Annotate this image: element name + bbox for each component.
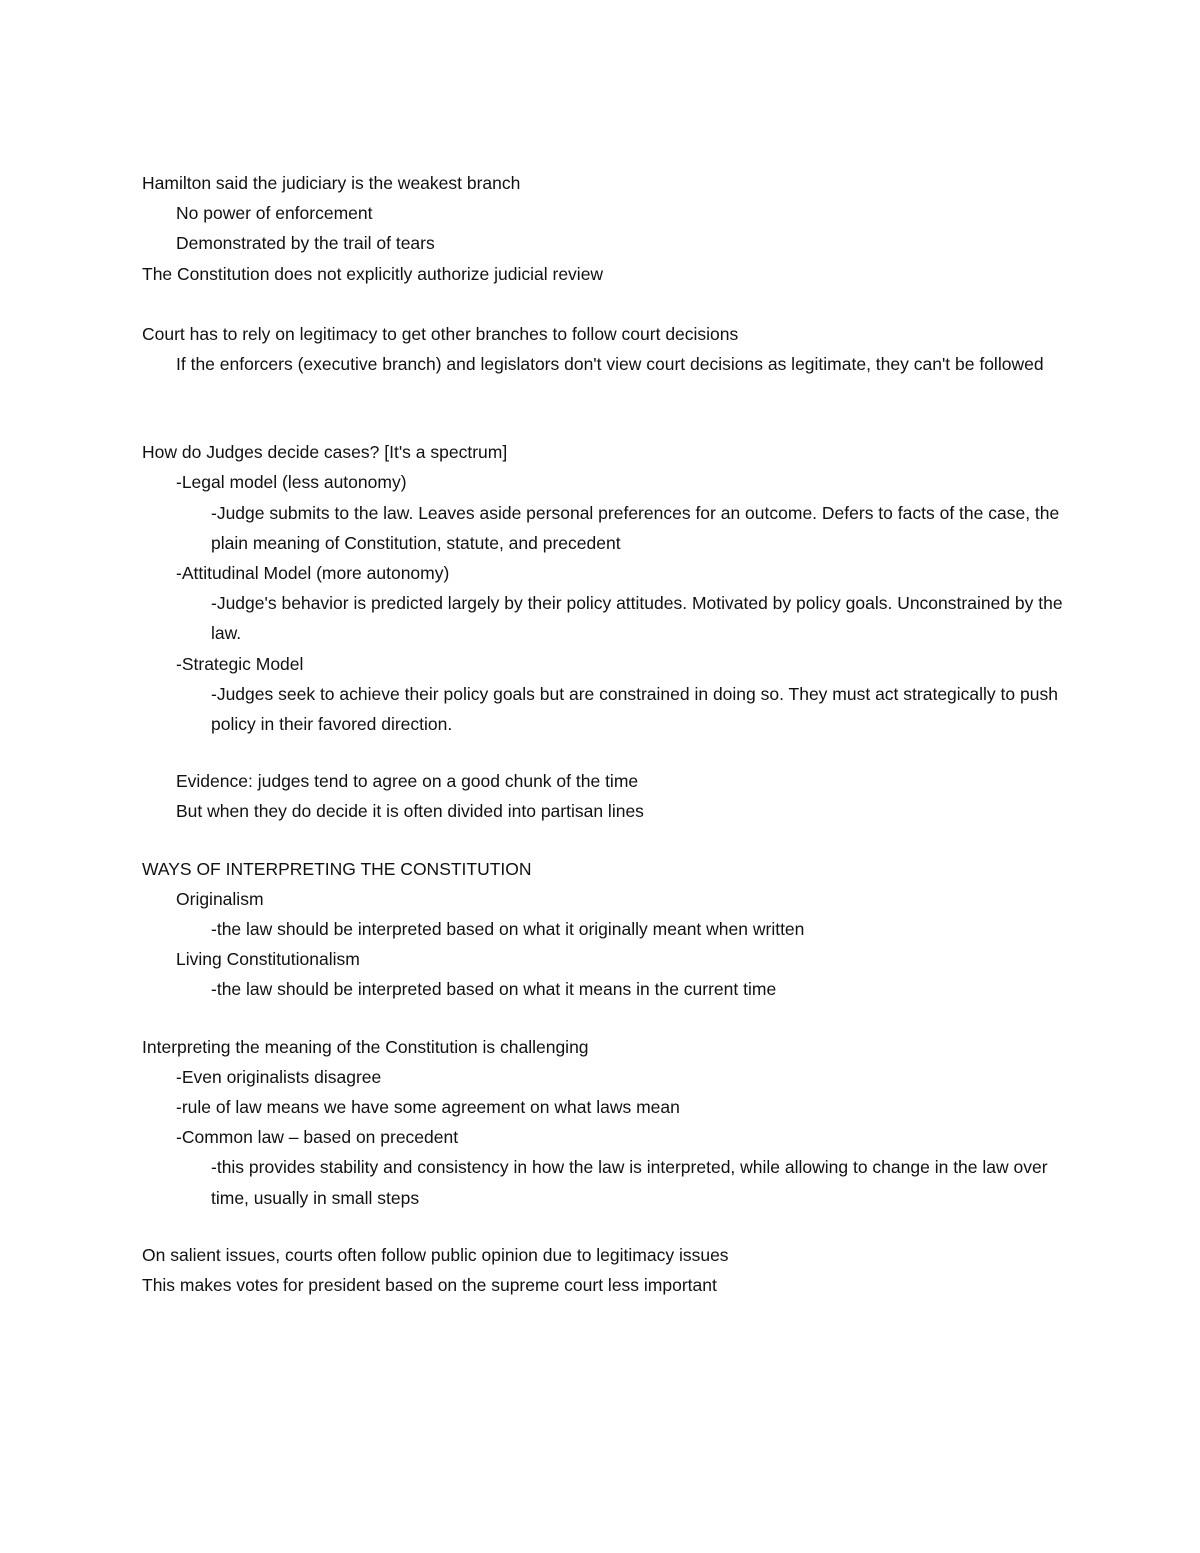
- note-line: -the law should be interpreted based on what it means in the current time: [211, 979, 777, 1000]
- note-line: -Common law – based on precedent: [176, 1127, 459, 1148]
- note-line: -Strategic Model: [176, 653, 304, 674]
- note-line: -the law should be interpreted based on what it originally meant when written: [211, 919, 805, 940]
- note-line: -Judges seek to achieve their policy goals but are constrained in doing so. They must act strategically to push policy in their favored direction.: [211, 683, 1058, 735]
- note-line: But when they do decide it is often divided into partisan lines: [176, 801, 644, 822]
- note-line: If the enforcers (executive branch) and legislators don't view court decisions as legitimate, they can't be followed: [176, 354, 1044, 375]
- note-line: On salient issues, courts often follow public opinion due to legitimacy issues: [142, 1244, 729, 1265]
- note-line: Evidence: judges tend to agree on a good chunk of the time: [176, 771, 639, 792]
- note-line: -Judge's behavior is predicted largely by their policy attitudes. Motivated by policy goals. Unconstrained by the law.: [211, 593, 1063, 644]
- note-line: -Judge submits to the law. Leaves aside personal preferences for an outcome. Defers to facts of the case, the plain meaning of Constitution, statute, and precedent: [211, 502, 1060, 553]
- note-line: The Constitution does not explicitly authorize judicial review: [142, 263, 604, 284]
- note-line: Originalism: [176, 888, 264, 909]
- note-line: No power of enforcement: [176, 203, 373, 224]
- section-heading: How do Judges decide cases? [It's a spectrum]: [142, 442, 508, 463]
- note-line: -Attitudinal Model (more autonomy): [176, 563, 450, 584]
- notes-body: [142, 168, 1072, 1300]
- note-line: Demonstrated by the trail of tears: [176, 233, 435, 254]
- note-line: -rule of law means we have some agreement on what laws mean: [176, 1097, 680, 1118]
- section-heading: WAYS OF INTERPRETING THE CONSTITUTION: [142, 858, 532, 879]
- note-line: Interpreting the meaning of the Constitution is challenging: [142, 1036, 589, 1057]
- note-line: -this provides stability and consistency in how the law is interpreted, while allowing to change in the law over time, usually in small steps: [211, 1157, 1048, 1208]
- note-line: This makes votes for president based on the supreme court less important: [142, 1275, 717, 1296]
- note-line: Hamilton said the judiciary is the weakest branch: [142, 173, 521, 193]
- note-line: -Even originalists disagree: [176, 1066, 382, 1087]
- note-line: -Legal model (less autonomy): [176, 472, 407, 493]
- note-line: Living Constitutionalism: [176, 949, 360, 970]
- note-line: Court has to rely on legitimacy to get other branches to follow court decisions: [142, 323, 739, 344]
